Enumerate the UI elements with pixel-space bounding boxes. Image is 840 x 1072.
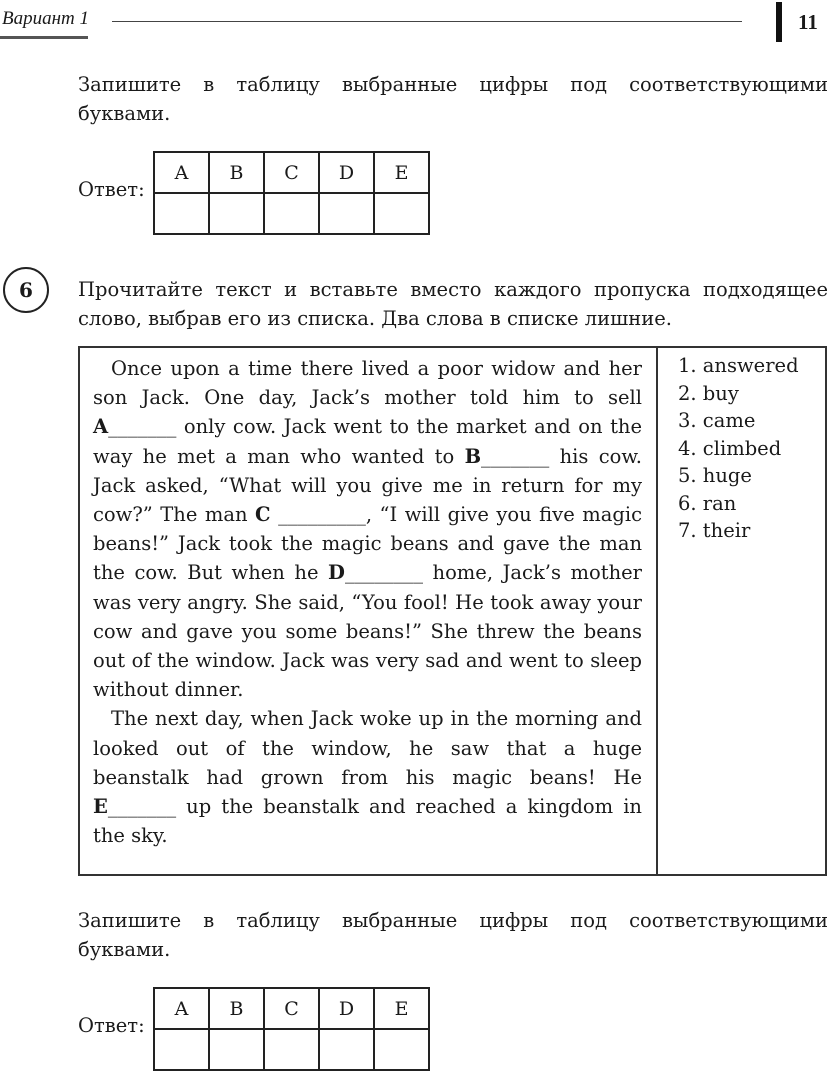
variant-title: Вариант 1 [2, 8, 90, 29]
gap-c-letter: C [255, 503, 271, 527]
answer-cell-d[interactable] [319, 1029, 374, 1070]
story-text [80, 348, 658, 874]
answer-cell-e[interactable] [374, 193, 429, 234]
text-run: “I will give you five magic beans!” Jack took the magic beans and gave the man the cow. But when he [93, 503, 642, 585]
text-run: his cow. Jack asked, “What will you give me in return for my cow?” The man [93, 444, 642, 527]
answer-cell-a[interactable] [154, 193, 209, 234]
answer-cell-d[interactable] [319, 193, 374, 234]
task-number-badge: 6 [3, 267, 49, 313]
task-instruction: Прочитайте текст и вставьте вместо каждого пропуска подходящее слово, выбрав его из списка. Два слова в списке лишние. [78, 278, 828, 330]
letter-cell: B [209, 152, 264, 193]
answer-label-1: Ответ: [78, 178, 145, 201]
answer-header-row [154, 988, 429, 1029]
instruction-2: Запишите в таблицу выбранные цифры под соответствующими буквами. [78, 909, 828, 961]
letter-cell: E [374, 988, 429, 1029]
letter-cell: D [319, 988, 374, 1029]
story-paragraph-1 [93, 354, 642, 704]
gap-d-line: ________ [344, 561, 423, 585]
story-paragraph-2 [93, 704, 642, 850]
option-item: 2. buy [678, 381, 739, 405]
gap-d-letter: D [328, 561, 345, 585]
option-item: 7. their [678, 519, 751, 542]
variant-underline [0, 36, 88, 39]
answer-header-row [154, 152, 429, 193]
text-run: The next day, when Jack woke up in the morning and looked out of the window, he saw that a huge beanstalk had grown from his magic beans! He [93, 707, 642, 789]
answer-table-2 [153, 987, 430, 1071]
header-bar [776, 2, 782, 42]
text-run: Once upon a time there lived a poor widow and her son Jack. One day, Jack’s mother told him to sell [93, 357, 642, 410]
gap-c-line: _________, [270, 503, 373, 527]
text-run: up the beanstalk and reached a kingdom in the sky. [93, 795, 642, 848]
option-item: 4. climbed [678, 436, 782, 460]
answer-cell-a[interactable] [154, 1029, 209, 1070]
text-box [78, 346, 827, 876]
letter-cell: C [264, 152, 319, 193]
answer-input-row [154, 1029, 429, 1070]
page-number: 11 [798, 10, 818, 34]
gap-e-letter: E [93, 795, 108, 819]
letter-cell: B [209, 988, 264, 1029]
answer-cell-c[interactable] [264, 193, 319, 234]
word-options [658, 348, 825, 545]
answer-cell-e[interactable] [374, 1029, 429, 1070]
text-run: only cow. Jack went to the market and on the way he met a man who wanted to [93, 415, 642, 468]
gap-b-letter: B [464, 444, 482, 468]
answer-input-row [154, 193, 429, 234]
letter-cell: E [374, 152, 429, 193]
answer-cell-b[interactable] [209, 193, 264, 234]
gap-a-line: _______ [108, 415, 177, 439]
letter-cell: A [154, 152, 209, 193]
letter-cell: A [154, 988, 209, 1029]
text-run: home, Jack’s mother was very angry. She said, “You fool! He took away your cow and gave you some beans!” She threw the beans out of the window. Jack was very sad and went to sleep without dinner. [93, 561, 642, 702]
gap-a-letter: A [93, 415, 109, 439]
answer-table-1 [153, 151, 430, 235]
instruction-1: Запишите в таблицу выбранные цифры под соответствующими буквами. [78, 73, 828, 125]
gap-e-line: _______ [107, 795, 177, 819]
option-item: 3. came [678, 409, 756, 432]
letter-cell: D [319, 152, 374, 193]
header-rule [112, 21, 742, 22]
answer-label-2: Ответ: [78, 1014, 145, 1037]
option-item: 5. huge [678, 464, 752, 487]
answer-cell-b[interactable] [209, 1029, 264, 1070]
gap-b-line: _______ [481, 444, 550, 468]
option-item: 1. answered [678, 354, 799, 377]
answer-cell-c[interactable] [264, 1029, 319, 1070]
option-item: 6. ran [678, 491, 737, 515]
letter-cell: C [264, 988, 319, 1029]
